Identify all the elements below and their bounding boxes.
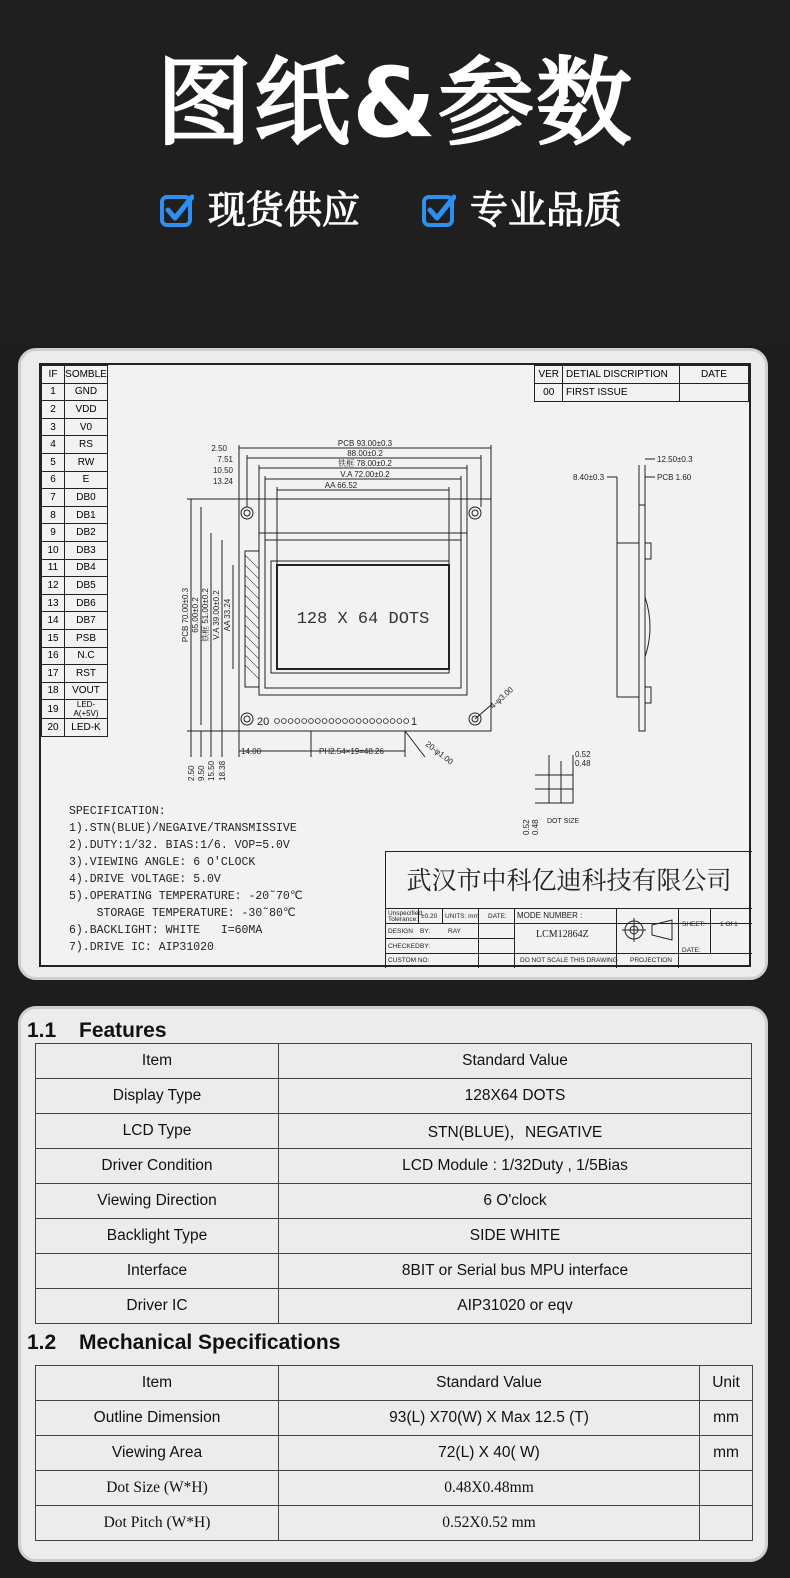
dim-65: 65.00±0.2 <box>191 597 200 633</box>
rev-ver-header: VER <box>535 366 563 384</box>
table-row <box>36 1184 752 1219</box>
dim-va-height: V.A 39.00±0.2 <box>212 590 221 640</box>
dim-side-pcb: PCB 1.60 <box>657 473 692 482</box>
cell-unit <box>700 1506 753 1541</box>
rev-desc-header: DETIAL DISCRIPTION <box>563 366 680 384</box>
cell-value: AIP31020 or eqv <box>279 1289 752 1324</box>
dot-size-label: DOT SIZE <box>547 818 580 825</box>
dot-v048: 0.48 <box>531 819 540 835</box>
company-name: 武汉市中科亿迪科技有限公司 <box>385 851 752 909</box>
features-num: 1.1 <box>27 1019 57 1042</box>
cell-item: Backlight Type <box>36 1219 279 1254</box>
mechanical-num: 1.2 <box>27 1331 57 1354</box>
tb-tol-value: ±0.20 <box>421 913 438 920</box>
dim-751: 7.51 <box>217 455 233 464</box>
dim-pcb-width: PCB 93.00±0.3 <box>337 439 393 448</box>
dim-b250: 2.50 <box>187 765 196 781</box>
pin-pad <box>349 719 354 724</box>
cell-value: 0.52X0.52 mm <box>279 1506 700 1541</box>
dim-side-total: 12.50±0.3 <box>657 455 693 464</box>
technical-drawing <box>39 363 751 967</box>
projection-symbol-icon <box>622 915 676 945</box>
spec-line: SPECIFICATION: <box>69 805 166 818</box>
tb-projection: PROJECTION <box>630 957 672 964</box>
spec-line: 3).VIEWING ANGLE: 6 O'CLOCK <box>69 856 256 869</box>
pin-number: 5 <box>42 453 65 471</box>
cell-value: 72(L) X 40( W) <box>279 1436 700 1471</box>
mechanical-label: Mechanical Specifications <box>79 1331 341 1354</box>
tb-no-scale: DO NOT SCALE THIS DRAWING <box>520 957 618 964</box>
pin-pad <box>363 719 368 724</box>
cell-item: Viewing Area <box>36 1436 279 1471</box>
cell-value: 93(L) X70(W) X Max 12.5 (T) <box>279 1401 700 1436</box>
pin-number: 19 <box>42 700 65 719</box>
table-row <box>36 1401 753 1436</box>
spec-line: 4).DRIVE VOLTAGE: 5.0V <box>69 873 221 886</box>
pin-number: 17 <box>42 665 65 683</box>
pin-pad <box>404 719 409 724</box>
features-table <box>35 1043 752 1324</box>
dim-pitch: PH2.54×19=48.26 <box>319 747 384 756</box>
header-unit: Unit <box>700 1366 753 1401</box>
dim-250: 2.50 <box>211 444 227 453</box>
tb-sheet: SHEET: <box>682 921 705 928</box>
pin-pad <box>377 719 382 724</box>
pin-symbol: RW <box>65 453 108 471</box>
header-item: Item <box>36 1366 279 1401</box>
dim-bezel-width: 铁框 78.00±0.2 <box>338 459 392 468</box>
pin-symbol: DB2 <box>65 524 108 542</box>
cell-value: 0.48X0.48mm <box>279 1471 700 1506</box>
tb-tolerance: Tolerance: <box>388 916 418 923</box>
dim-pin-offset: 14.00 <box>241 747 262 756</box>
header-item: Item <box>36 1044 279 1079</box>
pin-pad <box>322 719 327 724</box>
badge-in-stock <box>160 188 360 232</box>
cell-item: Dot Pitch (W*H) <box>36 1506 279 1541</box>
tb-design: DESIGN <box>388 928 413 935</box>
pin-pad <box>397 719 402 724</box>
cell-unit: mm <box>700 1436 753 1471</box>
tb-by1: BY: <box>420 928 431 935</box>
dim-pcb-height: PCB 70.00±0.3 <box>181 587 190 643</box>
check-icon <box>160 193 194 227</box>
cell-value: 128X64 DOTS <box>279 1079 752 1114</box>
pin-symbol: LED-K <box>65 719 108 737</box>
tb-by2: BY: <box>420 943 431 950</box>
pin-symbol: E <box>65 471 108 489</box>
dim-bezel-height: 铁框 51.00±0.2 <box>201 588 210 642</box>
pin-number: 8 <box>42 506 65 524</box>
cell-value: LCD Module : 1/32Duty , 1/5Bias <box>279 1149 752 1184</box>
pin-pad <box>390 719 395 724</box>
badge-label: 专业品质 <box>470 188 623 232</box>
badge-label: 现货供应 <box>208 188 361 232</box>
title-block <box>385 908 752 968</box>
cell-value: STN(BLUE)，NEGATIVE <box>279 1114 752 1149</box>
spec-line: 6).BACKLIGHT: WHITE I=60MA <box>69 924 263 937</box>
rev-desc: FIRST ISSUE <box>563 384 680 402</box>
spec-line: 1).STN(BLUE)/NEGAIVE/TRANSMISSIVE <box>69 822 297 835</box>
badge-quality <box>422 188 622 232</box>
pin-number: 12 <box>42 577 65 595</box>
pin-number: 14 <box>42 612 65 630</box>
dim-1324: 13.24 <box>212 477 233 486</box>
pin-symbol: DB1 <box>65 506 108 524</box>
mechanical-header-row <box>36 1366 753 1401</box>
pin-symbol: DB6 <box>65 594 108 612</box>
cell-item: Dot Size (W*H) <box>36 1471 279 1506</box>
cell-item: Driver IC <box>36 1289 279 1324</box>
pin-pad <box>295 719 300 724</box>
pin-pad <box>356 719 361 724</box>
spec-line: 5).OPERATING TEMPERATURE: -20˜70℃ <box>69 890 303 903</box>
pin-symbol: DB3 <box>65 541 108 559</box>
pin-symbol: DB7 <box>65 612 108 630</box>
pin20-label: 20 <box>257 716 270 728</box>
pin-pad <box>281 719 286 724</box>
pin-pad <box>275 719 280 724</box>
pin-no-header: IF <box>42 366 65 384</box>
features-header-row <box>36 1044 752 1079</box>
tb-date2: DATE: <box>682 947 701 954</box>
pin-pad <box>302 719 307 724</box>
cell-item: Viewing Direction <box>36 1184 279 1219</box>
dim-va-width: V.A 72.00±0.2 <box>340 470 390 479</box>
table-row <box>36 1289 752 1324</box>
header-value: Standard Value <box>279 1366 700 1401</box>
pin-symbol: DB0 <box>65 489 108 507</box>
pin-number: 11 <box>42 559 65 577</box>
tb-mode-number-label: MODE NUMBER : <box>517 911 583 920</box>
cell-value: 8BIT or Serial bus MPU interface <box>279 1254 752 1289</box>
pin-number: 20 <box>42 719 65 737</box>
tb-checked: CHECKED <box>388 943 420 950</box>
pin-number: 18 <box>42 682 65 700</box>
screen-text: 128 X 64 DOTS <box>296 610 430 629</box>
cell-value: 6 O'clock <box>279 1184 752 1219</box>
pin-pad <box>336 719 341 724</box>
pin-symbol: VOUT <box>65 682 108 700</box>
dim-b1838: 18.38 <box>218 760 227 781</box>
pin-number: 13 <box>42 594 65 612</box>
features-label: Features <box>79 1019 167 1042</box>
pin-number: 1 <box>42 383 65 401</box>
features-title <box>27 1019 167 1043</box>
tb-date: DATE: <box>488 913 507 920</box>
dot-052: 0.52 <box>575 750 591 759</box>
dim-b950: 9.50 <box>197 765 206 781</box>
pin-number: 4 <box>42 436 65 454</box>
pin-pad <box>315 719 320 724</box>
pin-number: 3 <box>42 418 65 436</box>
pin-pad <box>370 719 375 724</box>
dim-mount-hole: 4-φ3.00 <box>488 685 516 711</box>
pin-symbol: DB4 <box>65 559 108 577</box>
hero-banner <box>0 0 790 345</box>
tb-mode-number: LCM12864Z <box>536 929 589 940</box>
pin-number: 6 <box>42 471 65 489</box>
mechanical-title <box>27 1331 340 1355</box>
dot-048: 0.48 <box>575 759 591 768</box>
pin-symbol: RS <box>65 436 108 454</box>
check-icon <box>422 193 456 227</box>
cell-item: Outline Dimension <box>36 1401 279 1436</box>
cell-unit <box>700 1471 753 1506</box>
dim-88: 88.00±0.2 <box>347 449 383 458</box>
pin-symbol: VDD <box>65 401 108 419</box>
pin-symbol: PSB <box>65 629 108 647</box>
cell-unit: mm <box>700 1401 753 1436</box>
tb-units: UNITS: mm <box>445 913 479 920</box>
dim-b1550: 15.50 <box>207 760 216 781</box>
specification-notes <box>69 803 303 956</box>
pin-number: 16 <box>42 647 65 665</box>
dim-1050: 10.50 <box>212 466 233 475</box>
pin-symbol: N.C <box>65 647 108 665</box>
rev-date-header: DATE <box>680 366 749 384</box>
pin-pad <box>288 719 293 724</box>
pin-number: 10 <box>42 541 65 559</box>
pin-sym-header: SOMBLE <box>65 366 108 384</box>
pin-pad <box>309 719 314 724</box>
pin1-label: 1 <box>411 716 418 728</box>
cell-item: Interface <box>36 1254 279 1289</box>
pin-pad <box>383 719 388 724</box>
table-row <box>36 1436 753 1471</box>
spec-line: STORAGE TEMPERATURE: -30˜80℃ <box>69 907 296 920</box>
spec-card <box>18 1006 768 1562</box>
tb-sheet-value: 1 Of 1 <box>720 921 738 928</box>
dot-v052: 0.52 <box>522 819 531 835</box>
tb-custom-no: CUSTOM NO: <box>388 957 430 964</box>
tb-unspecified: Unspecified <box>388 910 422 917</box>
pin-number: 15 <box>42 629 65 647</box>
dim-side-left: 8.40±0.3 <box>573 473 605 482</box>
cell-value: SIDE WHITE <box>279 1219 752 1254</box>
table-row <box>36 1149 752 1184</box>
cell-item: Driver Condition <box>36 1149 279 1184</box>
tb-design-by: RAY <box>448 928 461 935</box>
dim-aa-width: AA 66.52 <box>324 481 358 490</box>
table-row <box>36 1219 752 1254</box>
table-row <box>36 1471 753 1506</box>
pin-symbol: LED-A(+5V) <box>65 700 108 719</box>
pin-symbol: V0 <box>65 418 108 436</box>
pin-symbol: DB5 <box>65 577 108 595</box>
pin-number: 7 <box>42 489 65 507</box>
table-row <box>36 1079 752 1114</box>
pin-symbol: RST <box>65 665 108 683</box>
spec-line: 7).DRIVE IC: AIP31020 <box>69 941 214 954</box>
pin-pad <box>329 719 334 724</box>
table-row <box>36 1254 752 1289</box>
cell-item: Display Type <box>36 1079 279 1114</box>
pin-number: 2 <box>42 401 65 419</box>
rev-ver: 00 <box>535 384 563 402</box>
pin-symbol: GND <box>65 383 108 401</box>
table-row <box>36 1114 752 1149</box>
pin-pad <box>343 719 348 724</box>
table-row <box>36 1506 753 1541</box>
cell-item: LCD Type <box>36 1114 279 1149</box>
pin-number: 9 <box>42 524 65 542</box>
header-value: Standard Value <box>279 1044 752 1079</box>
hero-title: 图纸&参数 <box>156 47 634 159</box>
spec-line: 2).DUTY:1/32. BIAS:1/6. VOP=5.0V <box>69 839 290 852</box>
drawing-card <box>18 348 768 980</box>
mechanical-table <box>35 1365 753 1541</box>
dim-aa-height: AA 33.24 <box>223 598 232 632</box>
dim-pin-hole: 20-φ1.00 <box>423 739 455 767</box>
